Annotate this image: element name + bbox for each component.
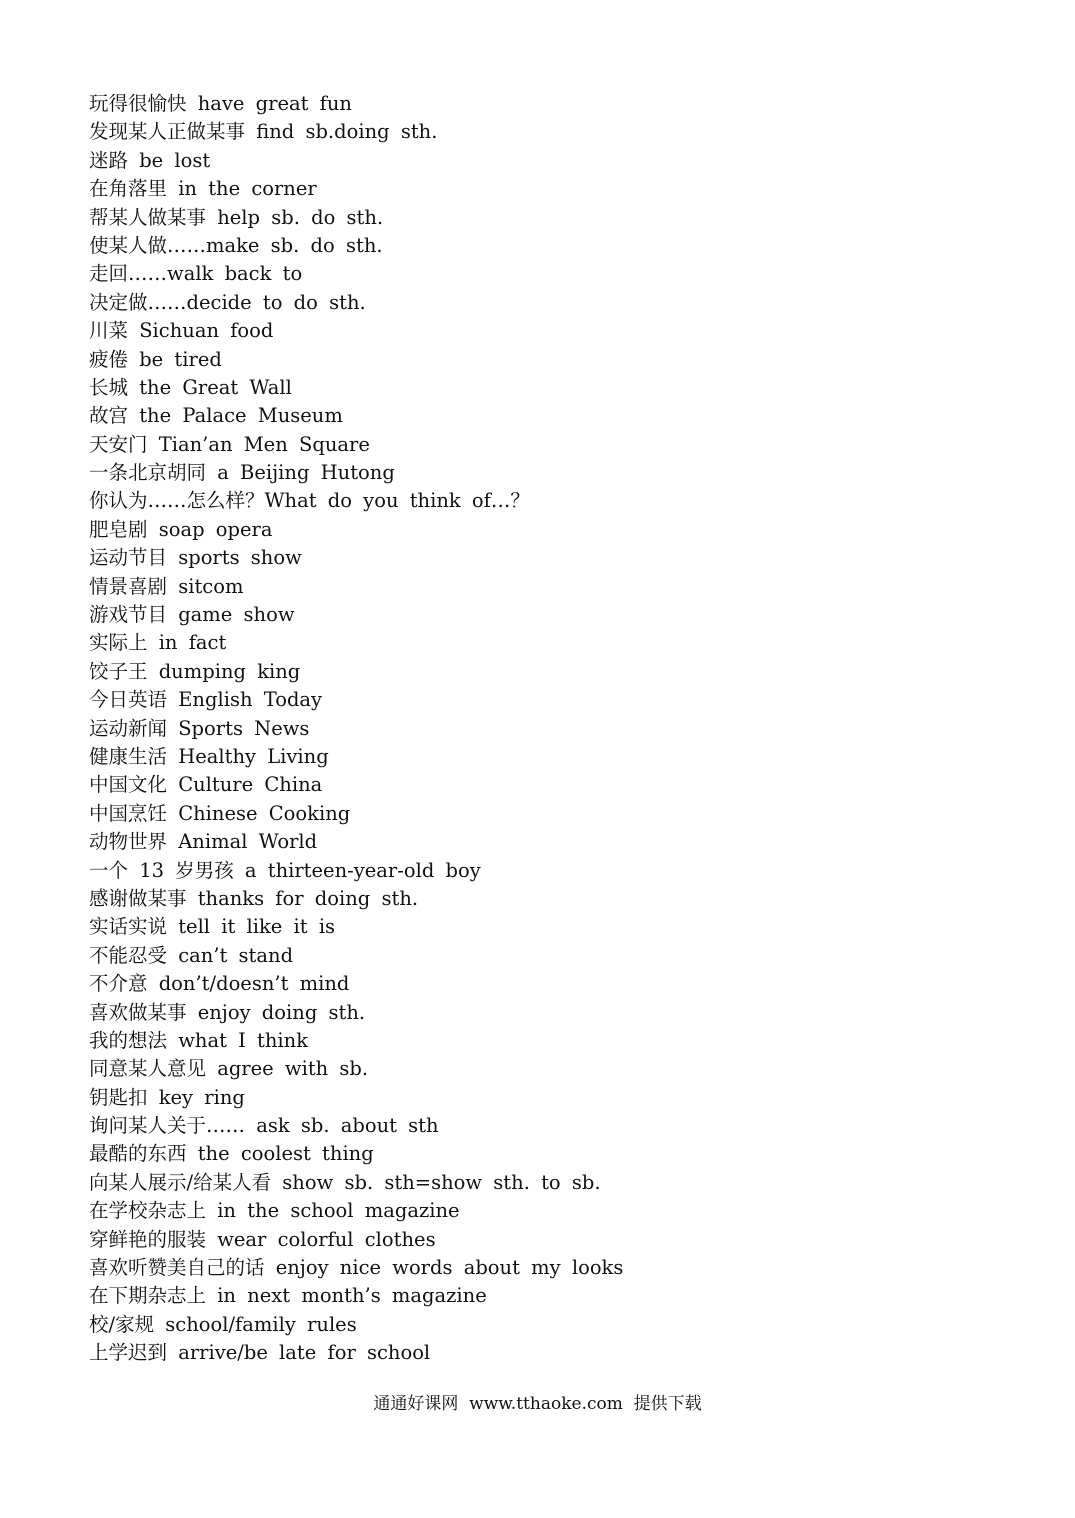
- vocabulary-line: 走回……walk back to: [89, 262, 303, 286]
- vocabulary-line: 钥匙扣 key ring: [89, 1085, 245, 1109]
- vocabulary-line: 故宫 the Palace Museum: [89, 404, 343, 428]
- vocabulary-line: 使某人做……make sb. do sth.: [89, 233, 383, 257]
- vocabulary-line: 在学校杂志上 in the school magazine: [89, 1199, 460, 1223]
- vocabulary-line: 最酷的东西 the coolest thing: [89, 1142, 374, 1166]
- vocabulary-line: 今日英语 English Today: [89, 688, 323, 712]
- vocabulary-line: 天安门 Tian’an Men Square: [89, 432, 370, 456]
- vocabulary-line: 肥皂剧 soap opera: [89, 517, 273, 541]
- vocabulary-line: 长城 the Great Wall: [89, 375, 292, 399]
- vocabulary-line: 询问某人关于…… ask sb. about sth: [89, 1114, 439, 1138]
- vocabulary-line: 帮某人做某事 help sb. do sth.: [89, 205, 384, 229]
- vocabulary-line: 决定做……decide to do sth.: [89, 290, 366, 314]
- vocabulary-line: 在下期杂志上 in next month’s magazine: [89, 1284, 487, 1308]
- vocabulary-line: 健康生活 Healthy Living: [89, 744, 329, 768]
- vocabulary-line: 不介意 don’t/doesn’t mind: [89, 972, 350, 996]
- vocabulary-line: 中国文化 Culture China: [89, 773, 323, 797]
- vocabulary-list: [89, 90, 1029, 1368]
- vocabulary-line: 运动新闻 Sports News: [89, 716, 310, 740]
- vocabulary-line: 情景喜剧 sitcom: [89, 574, 244, 598]
- vocabulary-line: 一个 13 岁男孩 a thirteen-year-old boy: [89, 858, 481, 882]
- vocabulary-line: 上学迟到 arrive/be late for school: [89, 1341, 431, 1365]
- vocabulary-line: 你认为……怎么样？What do you think of…？: [89, 489, 530, 513]
- vocabulary-line: 向某人展示/给某人看 show sb. sth=show sth. to sb.: [89, 1170, 601, 1194]
- vocabulary-line: 在角落里 in the corner: [89, 177, 317, 201]
- vocabulary-line: 饺子王 dumping king: [89, 659, 301, 683]
- vocabulary-line: 川菜 Sichuan food: [89, 319, 274, 343]
- vocabulary-line: 玩得很愉快 have great fun: [89, 92, 352, 115]
- vocabulary-line: 动物世界 Animal World: [89, 830, 318, 854]
- vocabulary-line: 喜欢听赞美自己的话 enjoy nice words about my looks: [89, 1256, 624, 1280]
- vocabulary-line: 穿鲜艳的服装 wear colorful clothes: [89, 1227, 436, 1251]
- vocabulary-line: 一条北京胡同 a Beijing Hutong: [89, 461, 395, 485]
- page-footer: 通通好课网 www.tthaoke.com 提供下载: [373, 1394, 702, 1414]
- vocabulary-line: 喜欢做某事 enjoy doing sth.: [89, 1000, 366, 1024]
- vocabulary-line: 实话实说 tell it like it is: [89, 915, 336, 939]
- vocabulary-line: 不能忍受 can’t stand: [89, 943, 294, 967]
- vocabulary-line: 感谢做某事 thanks for doing sth.: [89, 886, 419, 910]
- vocabulary-line: 实际上 in fact: [89, 631, 227, 655]
- vocabulary-line: 中国烹饪 Chinese Cooking: [89, 801, 351, 825]
- vocabulary-line: 同意某人意见 agree with sb.: [89, 1057, 369, 1081]
- vocabulary-line: 迷路 be lost: [89, 148, 211, 172]
- vocabulary-line: 运动节目 sports show: [89, 546, 302, 570]
- vocabulary-line: 发现某人正做某事 find sb.doing sth.: [89, 120, 438, 144]
- vocabulary-line: 疲倦 be tired: [89, 347, 222, 371]
- vocabulary-line: 我的想法 what I think: [89, 1028, 309, 1052]
- vocabulary-line: 校/家规 school/family rules: [89, 1312, 357, 1336]
- vocabulary-line: 游戏节目 game show: [89, 603, 295, 627]
